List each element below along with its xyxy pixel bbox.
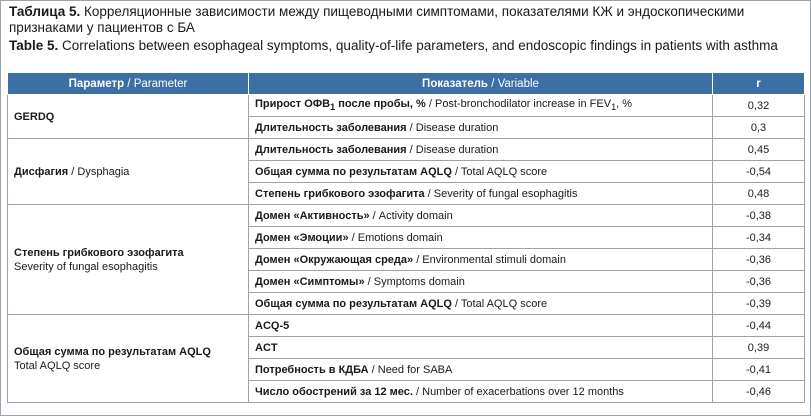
r-value-cell: -0,41: [713, 359, 805, 381]
table-row: [8, 95, 805, 117]
r-value-cell: 0,32: [713, 95, 805, 117]
variable-cell: Степень грибкового эзофагита / Severity of fungal esophagitis: [249, 183, 713, 205]
table-header-row: [8, 73, 805, 95]
r-value-cell: 0,39: [713, 337, 805, 359]
table-row: [8, 139, 805, 161]
variable-cell: Общая сумма по результатам AQLQ / Total AQLQ score: [249, 293, 713, 315]
table-caption: [1, 1, 810, 54]
caption-ru-label: Таблица 5.: [9, 4, 81, 19]
variable-cell: Общая сумма по результатам AQLQ / Total AQLQ score: [249, 161, 713, 183]
r-value-cell: -0,38: [713, 205, 805, 227]
header-r: r: [713, 73, 805, 95]
r-value-cell: -0,46: [713, 381, 805, 403]
caption-en-label: Table 5.: [9, 38, 59, 53]
r-value-cell: -0,36: [713, 271, 805, 293]
variable-cell: Длительность заболевания / Disease duration: [249, 139, 713, 161]
variable-cell: Домен «Эмоции» / Emotions domain: [249, 227, 713, 249]
r-value-cell: -0,34: [713, 227, 805, 249]
table-row: [8, 315, 805, 337]
table-row: [8, 205, 805, 227]
variable-cell: ACQ-5: [249, 315, 713, 337]
variable-cell: Домен «Симптомы» / Symptoms domain: [249, 271, 713, 293]
parameter-cell: GERDQ: [8, 95, 249, 139]
parameter-cell: Дисфагия / Dysphagia: [8, 139, 249, 205]
variable-cell: Потребность в КДБА / Need for SABA: [249, 359, 713, 381]
variable-cell: Длительность заболевания / Disease duration: [249, 117, 713, 139]
correlations-table: [7, 72, 805, 403]
parameter-cell: Общая сумма по результатам AQLQ Total AQLQ score: [8, 315, 249, 403]
header-parameter: Параметр / Parameter: [8, 73, 249, 95]
variable-cell: ACT: [249, 337, 713, 359]
variable-cell: Прирост $ОФВ_1$ после пробы, % / Post-bronchodilator increase in $FEV_1$, %: [249, 95, 713, 117]
variable-cell: Число обострений за 12 мес. / Number of exacerbations over 12 months: [249, 381, 713, 403]
r-value-cell: 0,48: [713, 183, 805, 205]
parameter-cell: Степень грибкового эзофагита Severity of fungal esophagitis: [8, 205, 249, 315]
r-value-cell: 0,45: [713, 139, 805, 161]
r-value-cell: -0,36: [713, 249, 805, 271]
variable-cell: Домен «Окружающая среда» / Environmental stimuli domain: [249, 249, 713, 271]
r-value-cell: -0,54: [713, 161, 805, 183]
caption-en-text: Correlations between esophageal symptoms, quality-of-life parameters, and endoscopic findings in patients with asthma: [58, 38, 778, 53]
caption-en: [9, 38, 802, 54]
r-value-cell: -0,39: [713, 293, 805, 315]
r-value-cell: -0,44: [713, 315, 805, 337]
caption-ru-text: Корреляционные зависимости между пищеводными симптомами, показателями КЖ и эндоскопическими признаками у пациентов с БА: [9, 4, 745, 35]
r-value-cell: 0,3: [713, 117, 805, 139]
variable-cell: Домен «Активность» / Activity domain: [249, 205, 713, 227]
header-variable: Показатель / Variable: [249, 73, 713, 95]
caption-ru: [9, 4, 802, 36]
